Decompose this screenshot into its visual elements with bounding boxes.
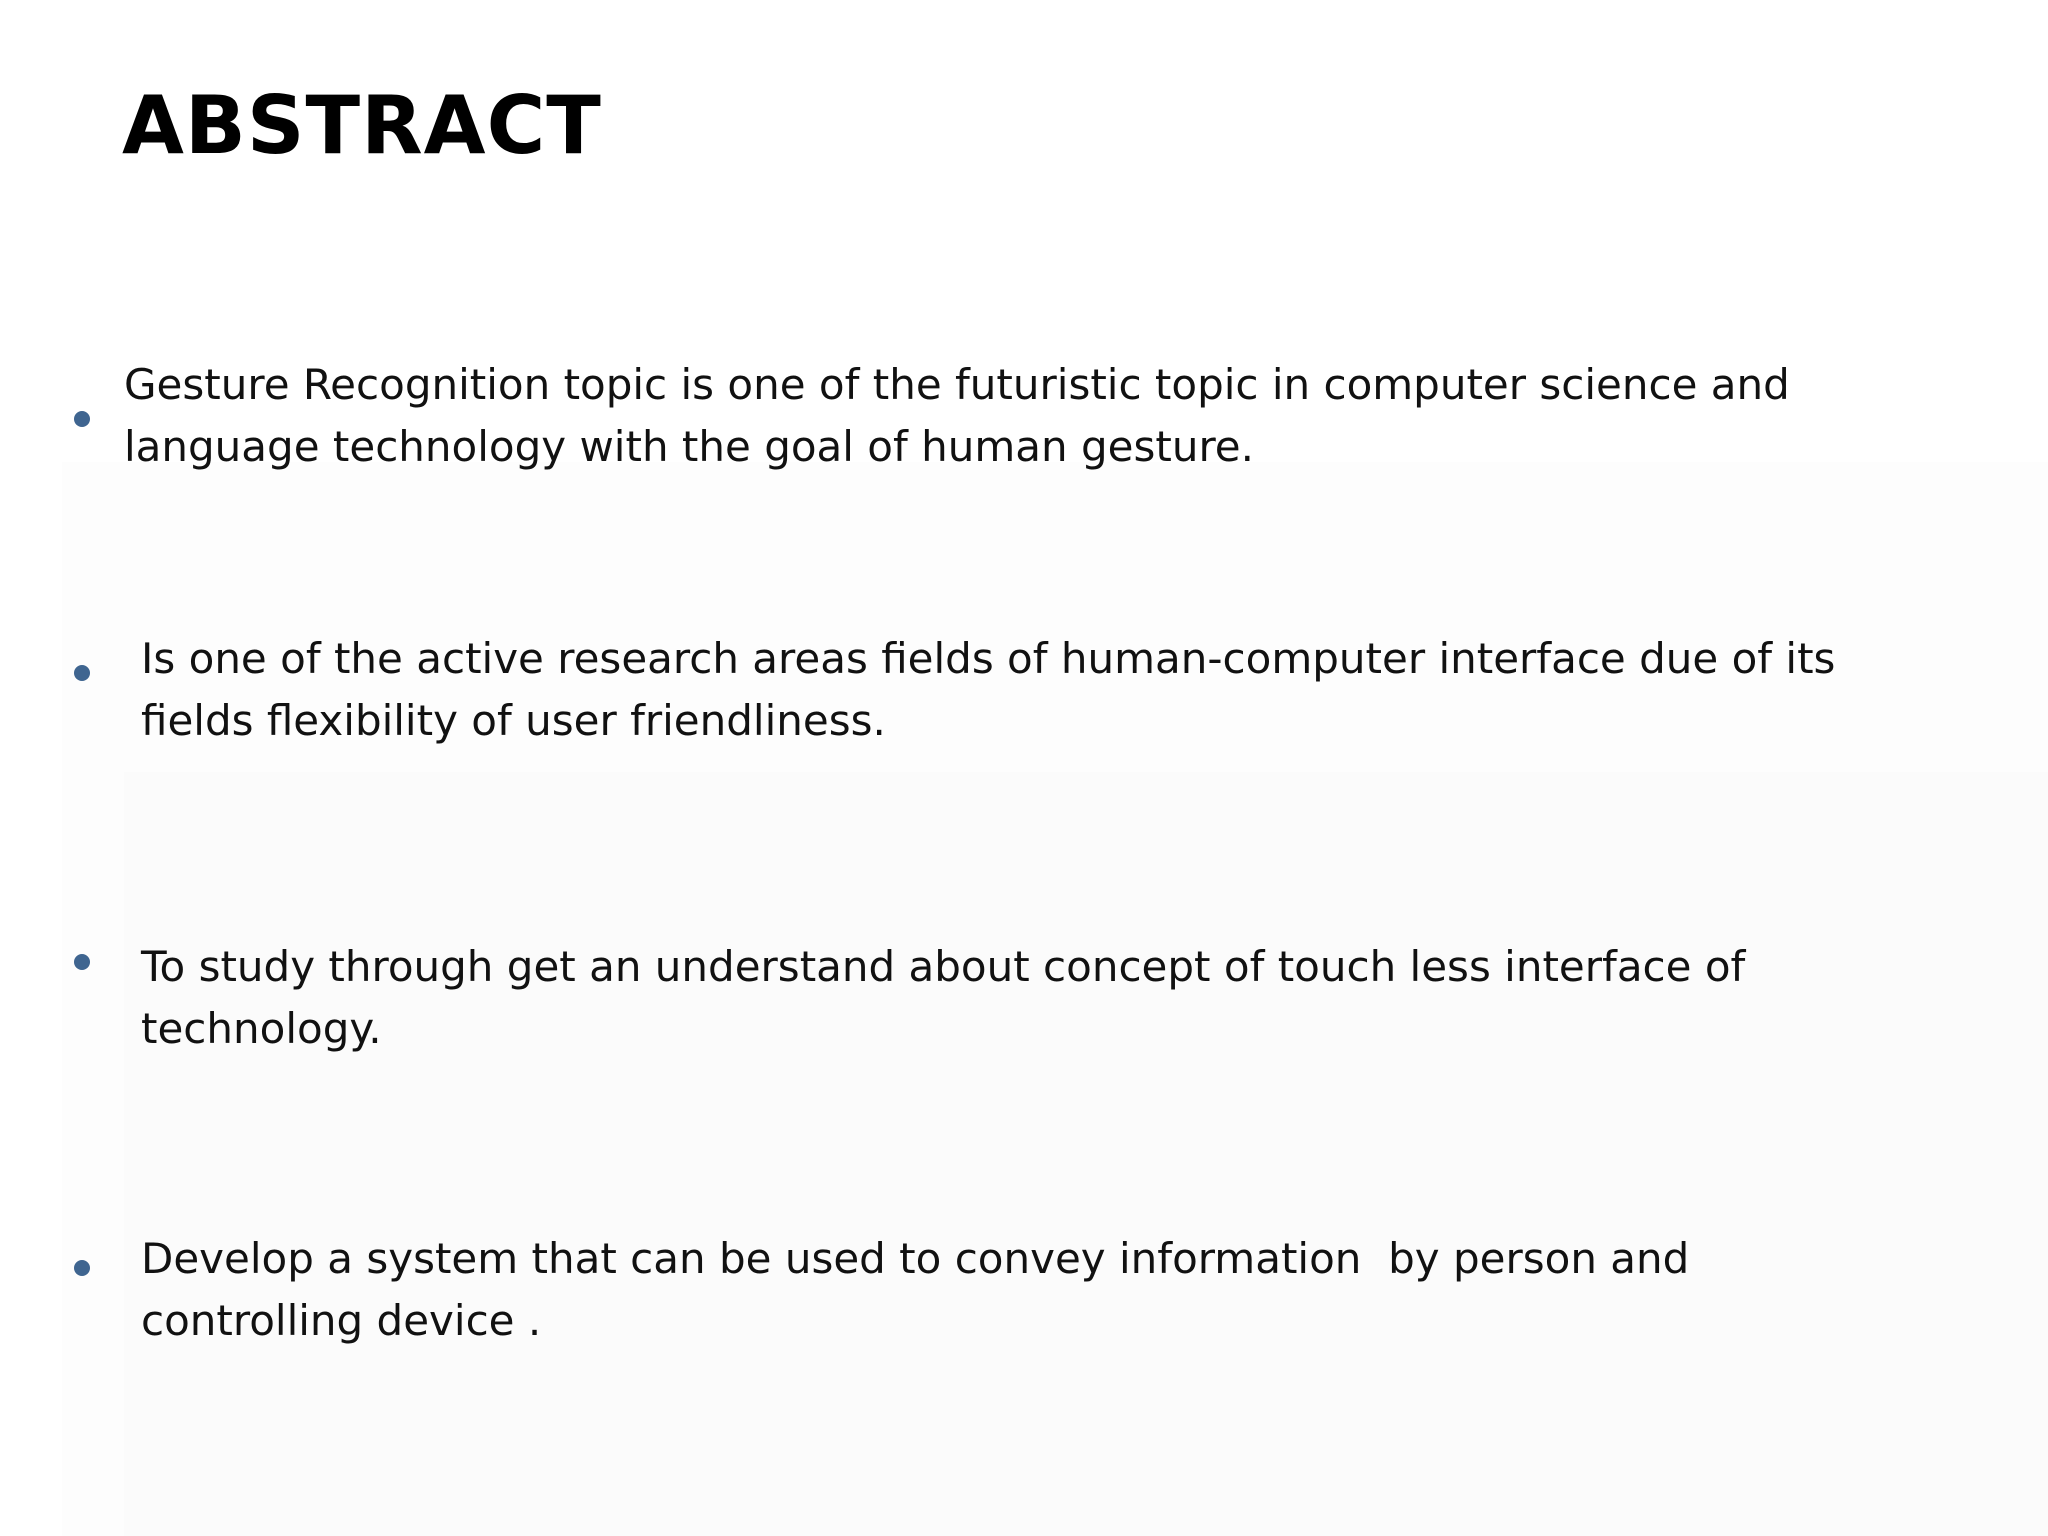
bullet-item-text: Develop a system that can be used to convey information by person and controlling device . <box>141 1234 1690 1345</box>
slide-title: ABSTRACT <box>122 79 602 172</box>
bullet-item-text: Is one of the active research areas fields of human-computer interface due of its fields flexibility of user friendliness. <box>141 634 1836 745</box>
background-panel <box>124 772 2048 1536</box>
bullet-dot-icon <box>74 411 90 427</box>
bullet-dot-icon <box>74 1260 90 1276</box>
bullet-dot-icon <box>74 954 90 970</box>
bullet-item-text: To study through get an understand about concept of touch less interface of technology. <box>141 942 1746 1053</box>
bullet-item-text: Gesture Recognition topic is one of the futuristic topic in computer science and language technology with the goal of human gesture. <box>124 360 1790 471</box>
bullet-dot-icon <box>74 665 90 681</box>
